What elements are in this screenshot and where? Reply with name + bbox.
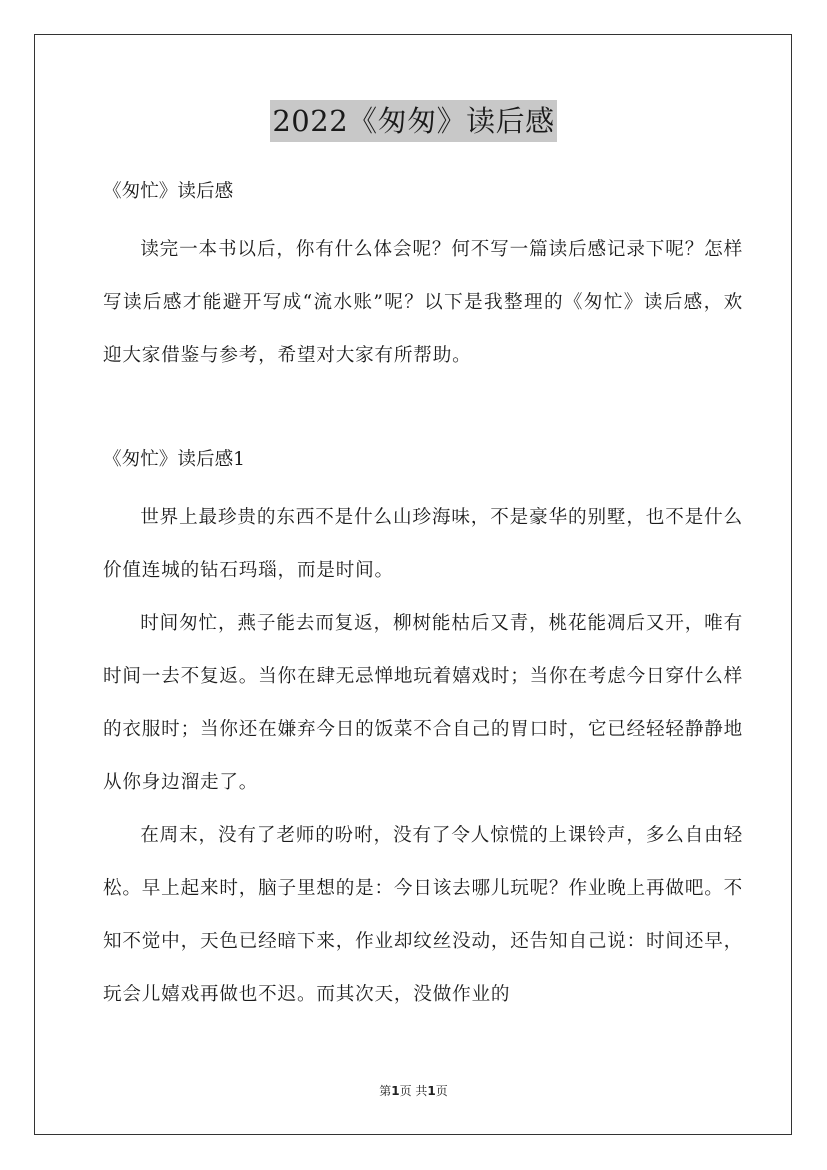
page-footer [0, 1082, 827, 1099]
footer-mid: 页 共 [399, 1084, 428, 1098]
footer-suffix: 页 [435, 1084, 448, 1098]
page-total: 1 [427, 1084, 436, 1098]
document-title: 2022《匆匆》读后感 [270, 100, 556, 142]
spacer [103, 382, 743, 428]
page-number: 1 [391, 1084, 400, 1098]
document-body [103, 160, 743, 1021]
body-paragraph: 在周末，没有了老师的吩咐，没有了令人惊慌的上课铃声，多么自由轻松。早上起来时，脑子里想的是：今日该去哪儿玩呢？作业晚上再做吧。不知不觉中，天色已经暗下来，作业却纹丝没动，还告知自己说：时间还早，玩会儿嬉戏再做也不迟。而其次天，没做作业的 [103, 825, 743, 1005]
body-paragraph: 时间匆忙，燕子能去而复返，柳树能枯后又青，桃花能凋后又开，唯有时间一去不复返。当你在肆无忌惮地玩着嬉戏时；当你在考虑今日穿什么样的衣服时；当你还在嫌弃今日的饭菜不合自己的胃口时，它已经轻轻静静地从你身边溜走了。 [103, 613, 743, 793]
footer-prefix: 第 [379, 1084, 392, 1098]
subtitle: 《匆忙》读后感 [103, 181, 234, 202]
section-heading: 《匆忙》读后感1 [103, 449, 245, 470]
title-container [0, 100, 827, 142]
intro-paragraph: 读完一本书以后，你有什么体会呢？何不写一篇读后感记录下呢？怎样写读后感才能避开写成“流水账”呢？以下是我整理的《匆忙》读后感，欢迎大家借鉴与参考，希望对大家有所帮助。 [103, 239, 743, 366]
body-paragraph: 世界上最珍贵的东西不是什么山珍海味，不是豪华的别墅，也不是什么价值连城的钻石玛瑙，而是时间。 [103, 507, 743, 581]
